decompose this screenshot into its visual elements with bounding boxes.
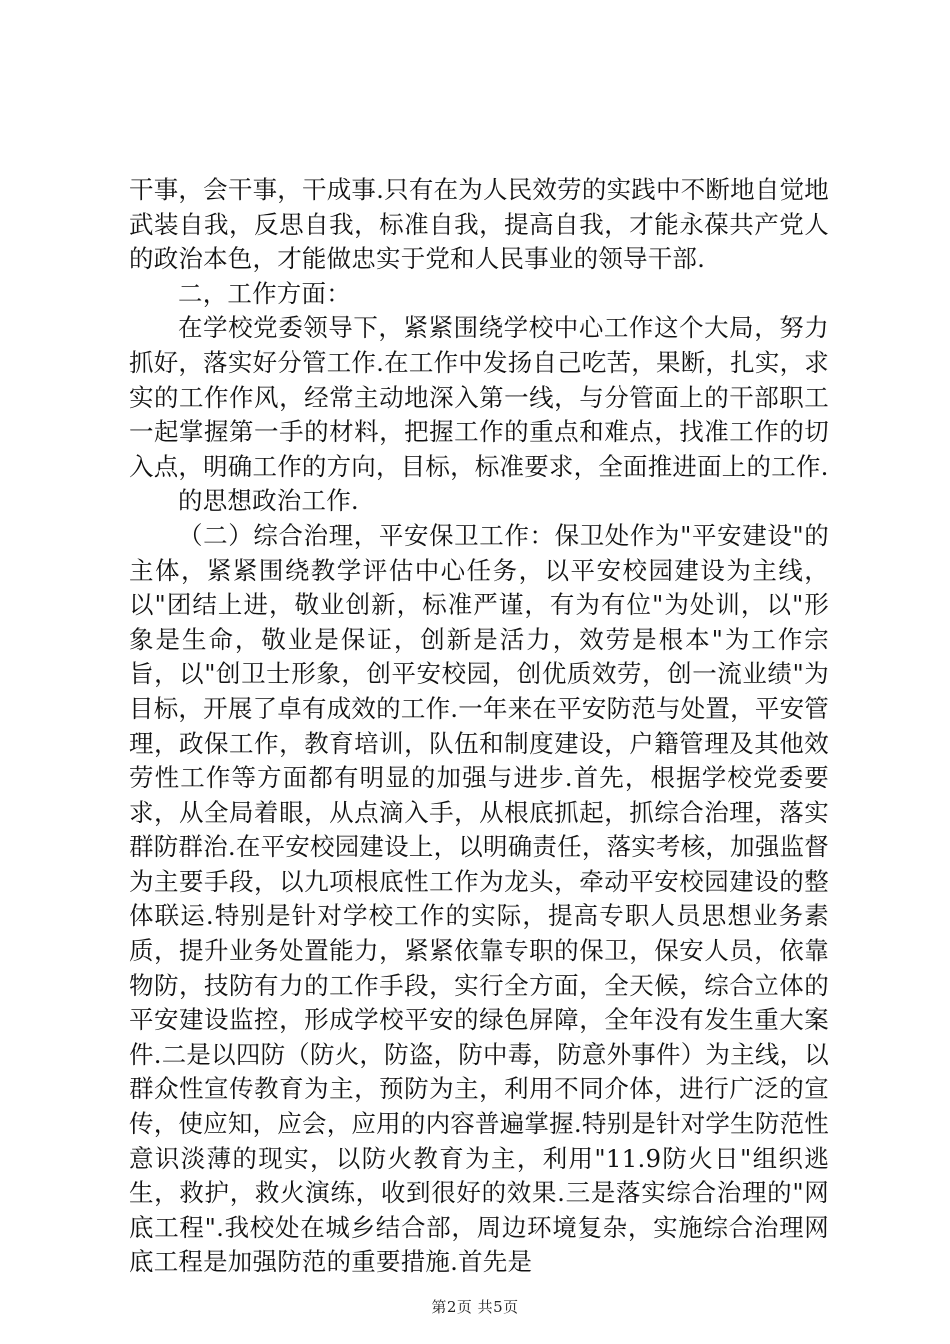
document-body: [129, 173, 829, 1280]
paragraph-work-overview: 在学校党委领导下，紧紧围绕学校中心工作这个大局，努力抓好，落实好分管工作.在工作中发扬自己吃苦，果断，扎实，求实的工作作风，经常主动地深入第一线，与分管面上的干部职工一起掌握第一手的材料，把握工作的重点和难点，找准工作的切入点，明确工作的方向，目标，标准要求，全面推进面上的工作.: [129, 313, 829, 481]
page-footer: 第2页 共5页: [431, 1298, 519, 1316]
paragraph-security-work: （二）综合治理，平安保卫工作：保卫处作为"平安建设"的主体，紧紧围绕教学评估中心任务，以平安校园建设为主线，以"团结上进，敬业创新，标准严谨，有为有位"为处训，以"形象是生命，敬业是保证，创新是活力，效劳是根本"为工作宗旨，以"创卫士形象，创平安校园，创优质效劳，创一流业绩"为目标，开展了卓有成效的工作.一年来在平安防范与处置，平安管理，政保工作，教育培训，队伍和制度建设，户籍管理及其他效劳性工作等方面都有明显的加强与进步.首先，根据学校党委要求，从全局着眼，从点滴入手，从根底抓起，抓综合治理，落实群防群治.在平安校园建设上，以明确责任，落实考核，加强监督为主要手段，以九项根底性工作为龙头，牵动平安校园建设的整体联运.特别是针对学校工作的实际，提高专职人员思想业务素质，提升业务处置能力，紧紧依靠专职的保卫，保安人员，依靠物防，技防有力的工作手段，实行全方面，全天候，综合立体的平安建设监控，形成学校平安的绿色屏障，全年没有发生重大案件.二是以四防（防火，防盗，防中毒，防意外事件）为主线，以群众性宣传教育为主，预防为主，利用不同介体，进行广泛的宣传，使应知，应会，应用的内容普遍掌握.特别是针对学生防范性意识淡薄的现实，以防火教育为主，利用"11.9防火日"组织逃生，救护，救火演练，收到很好的效果.三是落实综合治理的"网底工程".我校处在城乡结合部，周边环境复杂，实施综合治理网底工程是加强防范的重要措施.首先是: [129, 520, 829, 1277]
paragraph-fragment: 的思想政治工作.: [178, 486, 359, 516]
section-heading-work: 二，工作方面：: [178, 278, 351, 308]
paragraph-continuation: 干事，会干事，干成事.只有在为人民效劳的实践中不断地自觉地武装自我，反思自我，标准自我，提高自我，才能永葆共产党人的政治本色，才能做忠实于党和人民事业的领导干部.: [129, 175, 829, 274]
